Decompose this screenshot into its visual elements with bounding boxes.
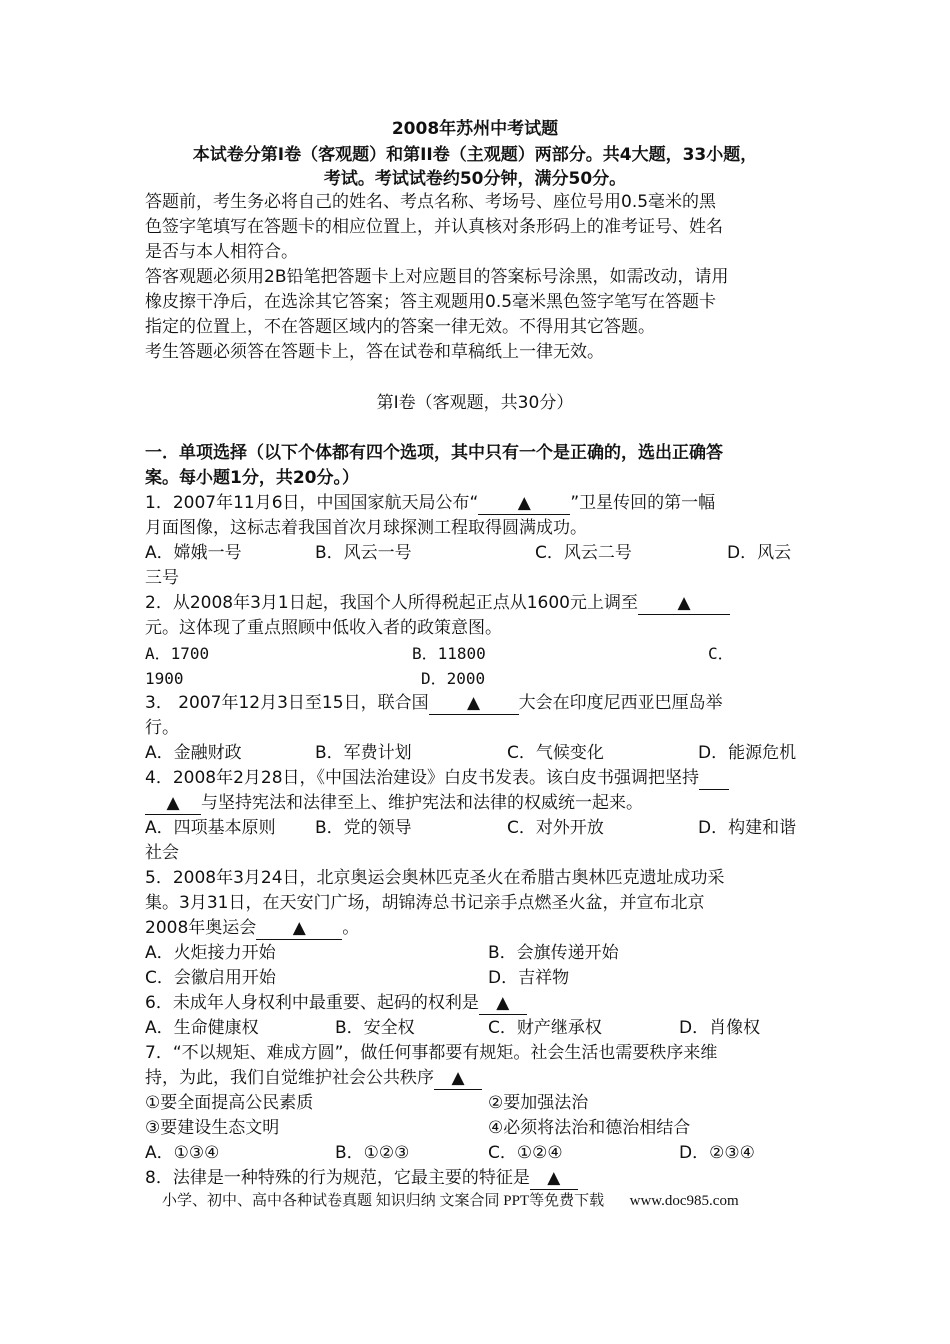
question-5-options	[145, 941, 805, 966]
option-d: D．2000	[421, 669, 486, 688]
option-c: C．风云二号	[535, 543, 632, 563]
stem-text: 。	[342, 918, 360, 938]
blank-triangle-icon: ▲	[451, 1068, 465, 1088]
option-a: A．金融财政	[145, 743, 242, 763]
stem-text: 持，为此，我们自觉维护社会公共秩序	[145, 1068, 434, 1088]
question-6-stem	[145, 991, 805, 1016]
question-4-options	[145, 816, 805, 841]
question-3-stem: 行。	[145, 718, 179, 738]
question-7-statements	[145, 1091, 805, 1116]
option-a: A．生命健康权	[145, 1018, 259, 1038]
option-a: A．四项基本原则	[145, 818, 276, 838]
stem-text: 8．法律是一种特殊的行为规范，它最主要的特征是	[145, 1168, 530, 1188]
option-c: C．会徽启用开始	[145, 968, 276, 988]
instruction-line: 答题前，考生务必将自己的姓名、考点名称、考场号、座位号用0.5毫米的黑	[145, 192, 717, 212]
option-b: B．风云一号	[315, 543, 412, 563]
blank-triangle-icon: ▲	[166, 793, 180, 813]
instructions	[145, 190, 805, 365]
question-7-stem: 7．“不以规矩、难成方圆”，做任何事都要有规矩。社会生活也需要秩序来维	[145, 1043, 718, 1063]
option-a: A．火炬接力开始	[145, 943, 276, 963]
answer-blank	[429, 693, 519, 715]
answer-blank	[478, 493, 570, 515]
option-b: B．安全权	[335, 1018, 415, 1038]
questions	[145, 491, 805, 1191]
part-heading-line: 案。每小题1分，共20分。）	[145, 468, 359, 488]
option-b: B．军费计划	[315, 743, 412, 763]
question-6-options	[145, 1016, 805, 1041]
option-d: D．构建和谐	[698, 818, 797, 838]
question-4-stem	[145, 791, 805, 816]
exam-intro-line: 本试卷分第Ⅰ卷（客观题）和第ⅠⅠ卷（主观题）两部分。共4大题，33小题，	[192, 145, 758, 165]
option-a: A．嫦娥一号	[145, 543, 242, 563]
option-c-continued: 1900	[145, 669, 184, 688]
instruction-line: 指定的位置上，不在答题区域内的答案一律无效。不得用其它答题。	[145, 317, 655, 337]
question-4-stem	[145, 766, 805, 791]
stem-text: 6．未成年人身权利中最重要、起码的权利是	[145, 993, 479, 1013]
question-2-options	[145, 666, 805, 691]
footer-site-link[interactable]: www.doc985.com	[629, 1193, 739, 1209]
footer-text: 小学、初中、高中各种试卷真题 知识归纳 文案合同 PPT等免费下载	[162, 1193, 605, 1209]
instruction-line: 是否与本人相符合。	[145, 242, 298, 262]
question-3-options	[145, 741, 805, 766]
question-1-stem	[145, 491, 805, 516]
exam-intro	[145, 143, 805, 191]
section-title: 第Ⅰ卷（客观题，共30分）	[376, 393, 574, 413]
option-b: B．①②③	[335, 1143, 410, 1163]
blank-triangle-icon: ▲	[677, 593, 691, 613]
stem-text: 2．从2008年3月1日起，我国个人所得税起正点从1600元上调至	[145, 593, 638, 613]
option-d: D．肖像权	[679, 1018, 761, 1038]
part-heading-line: 一．单项选择（以下个体都有四个选项，其中只有一个是正确的，选出正确答	[145, 443, 723, 463]
answer-blank	[145, 793, 201, 815]
question-7-statements	[145, 1116, 805, 1141]
stem-text: ”卫星传回的第一幅	[570, 493, 716, 513]
question-7-stem	[145, 1066, 805, 1091]
statement-3: ③要建设生态文明	[145, 1118, 280, 1138]
question-1-stem: 月面图像，这标志着我国首次月球探测工程取得圆满成功。	[145, 518, 587, 538]
answer-blank	[479, 993, 527, 1015]
option-b: B．11800	[412, 644, 486, 663]
question-7-options	[145, 1141, 805, 1166]
option-d-continued: 社会	[145, 843, 179, 863]
exam-intro-line: 考试。考试试卷约50分钟，满分50分。	[323, 169, 627, 189]
statement-2: ②要加强法治	[488, 1093, 589, 1113]
option-d: D．②③④	[679, 1143, 755, 1163]
option-b: B．党的领导	[315, 818, 412, 838]
answer-blank	[434, 1068, 482, 1090]
footer-banner	[162, 1191, 822, 1211]
option-d: D．风云	[727, 543, 792, 563]
statement-4: ④必须将法治和德治相结合	[488, 1118, 691, 1138]
option-d-continued: 三号	[145, 568, 179, 588]
stem-text: 2008年奥运会	[145, 918, 257, 938]
blank-triangle-icon: ▲	[496, 993, 510, 1013]
question-5-options	[145, 966, 805, 991]
blank-triangle-icon: ▲	[292, 918, 306, 938]
page-title: 2008年苏州中考试题	[391, 119, 559, 139]
question-5-stem	[145, 916, 805, 941]
option-c: C．气候变化	[507, 743, 604, 763]
answer-blank	[530, 1168, 578, 1190]
part-heading	[145, 441, 805, 491]
question-2-options	[145, 641, 805, 666]
instruction-line: 橡皮擦干净后，在选涂其它答案；答主观题用0.5毫米黑色签字笔写在答题卡	[145, 292, 717, 312]
option-c: C．财产继承权	[488, 1018, 602, 1038]
option-a: A．①③④	[145, 1143, 220, 1163]
option-d: D．能源危机	[698, 743, 797, 763]
option-c: C．对外开放	[507, 818, 604, 838]
stem-text: 1．2007年11月6日，中国国家航天局公布“	[145, 493, 479, 513]
blank-triangle-icon: ▲	[517, 493, 531, 513]
stem-text: 4．2008年2月28日，《中国法治建设》白皮书发表。该白皮书强调把坚持	[145, 768, 700, 788]
answer-blank	[256, 918, 342, 940]
option-d: D．吉祥物	[488, 968, 570, 988]
answer-blank	[638, 593, 730, 615]
instruction-line: 考生答题必须答在答题卡上，答在试卷和草稿纸上一律无效。	[145, 342, 604, 362]
question-5-stem: 集。3月31日，在天安门广场，胡锦涛总书记亲手点燃圣火盆，并宣布北京	[145, 893, 705, 913]
stem-text: 大会在印度尼西亚巴厘岛举	[518, 693, 723, 713]
stem-text: 与坚持宪法和法律至上、维护宪法和法律的权威统一起来。	[201, 793, 643, 813]
blank-triangle-icon: ▲	[547, 1168, 561, 1188]
option-a: A．1700	[145, 644, 210, 663]
question-3-stem	[145, 691, 805, 716]
statement-1: ①要全面提高公民素质	[145, 1093, 314, 1113]
question-1-options	[145, 541, 805, 566]
answer-blank-start	[699, 768, 729, 790]
question-2-stem: 元。这体现了重点照顾中低收入者的政策意图。	[145, 618, 502, 638]
question-8-stem	[145, 1166, 805, 1191]
question-2-stem	[145, 591, 805, 616]
option-b: B．会旗传递开始	[488, 943, 619, 963]
option-c: C．①②④	[488, 1143, 563, 1163]
blank-triangle-icon: ▲	[467, 693, 481, 713]
instruction-line: 色签字笔填写在答题卡的相应位置上，并认真核对条形码上的准考证号、姓名	[145, 217, 723, 237]
question-5-stem: 5．2008年3月24日，北京奥运会奥林匹克圣火在希腊古奥林匹克遗址成功采	[145, 868, 725, 888]
option-c: C．	[708, 644, 734, 663]
stem-text: 3． 2007年12月3日至15日，联合国	[145, 693, 429, 713]
instruction-line: 答客观题必须用2B铅笔把答题卡上对应题目的答案标号涂黑，如需改动，请用	[145, 267, 729, 287]
